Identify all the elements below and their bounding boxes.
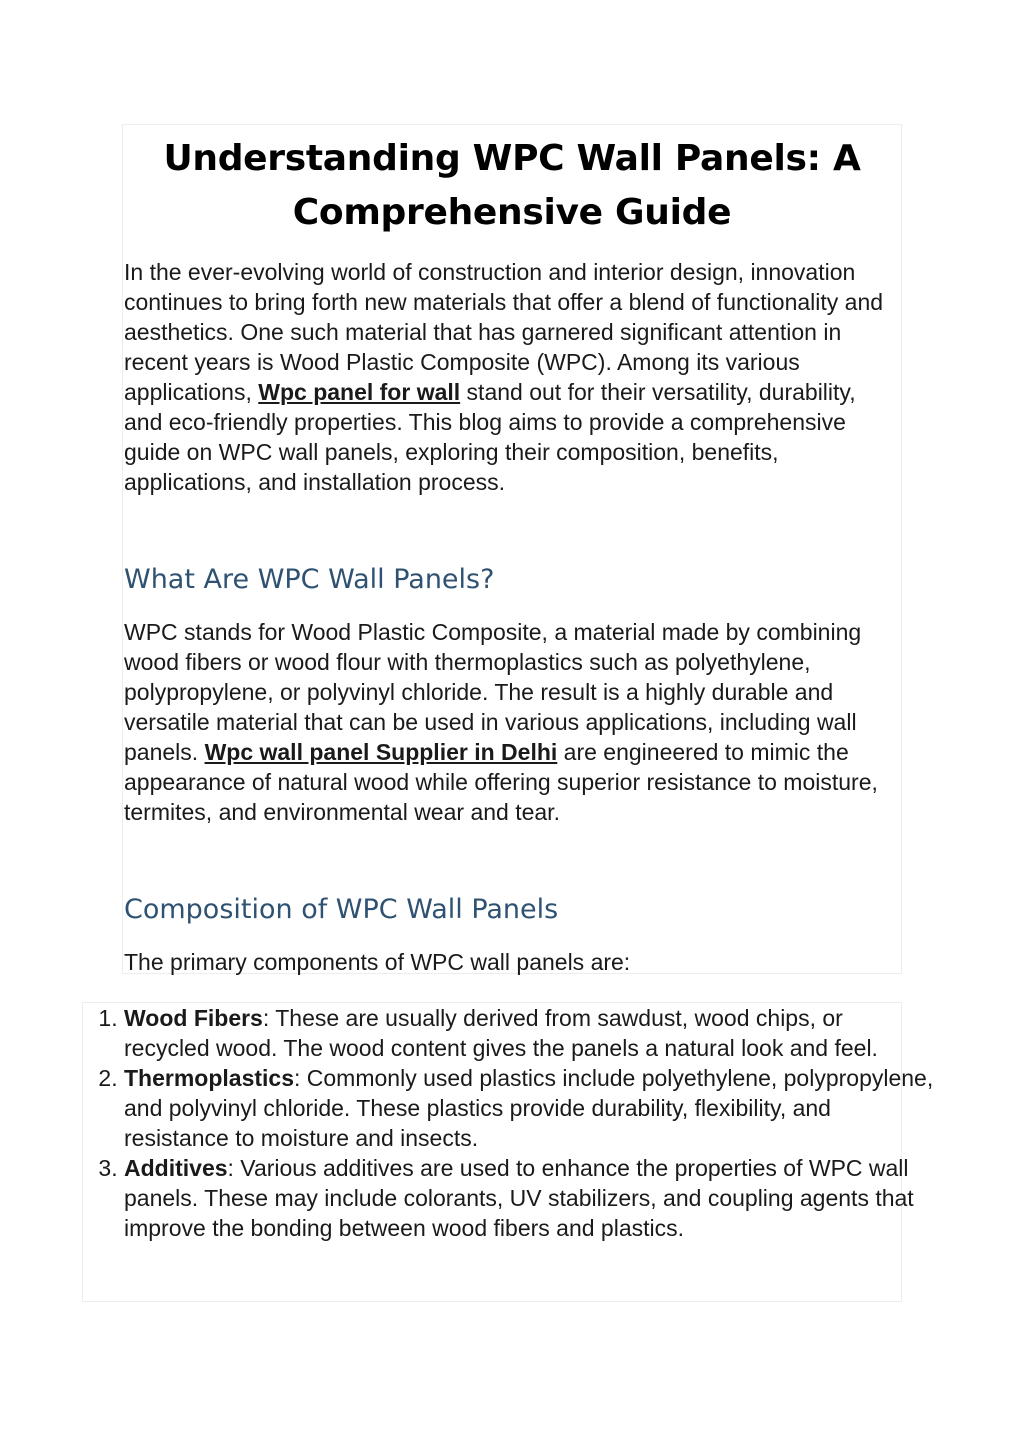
list-item-text: : These are usually derived from sawdust, wood chips, or recycled wood. The wood content gives the panels a natural look and feel. [124, 1005, 878, 1061]
list-item-term: Wood Fibers [124, 1005, 263, 1031]
wpc-panel-for-wall-link[interactable]: Wpc panel for wall [258, 379, 461, 405]
list-item [124, 1063, 934, 1153]
content-frame [122, 124, 902, 974]
list-item-term: Thermoplastics [124, 1065, 294, 1091]
what-paragraph [124, 617, 900, 827]
components-list [82, 1003, 934, 1243]
section-heading-composition: Composition of WPC Wall Panels [124, 894, 559, 925]
page-title: Understanding WPC Wall Panels: A Comprehensive Guide [163, 138, 861, 233]
section-heading-what: What Are WPC Wall Panels? [124, 564, 495, 595]
list-item-text: : Commonly used plastics include polyethylene, polypropylene, and polyvinyl chloride. These plastics provide durability, flexibility, and resistance to moisture and insects. [124, 1065, 934, 1151]
intro-text-start: In the ever-evolving world of construction and interior design, innovation continues to bring forth new materials that offer a blend of functionality and aesthetics. One such material that has garnered significant attention in recent years is Wood Plastic Composite (WPC). Among its various applications, [124, 259, 884, 405]
intro-paragraph [124, 257, 900, 497]
list-item [124, 1003, 934, 1063]
what-text-end: are engineered to mimic the appearance of natural wood while offering superior resistance to moisture, termites, and environmental wear and tear. [124, 739, 878, 825]
list-item-text: : Various additives are used to enhance the properties of WPC wall panels. These may include colorants, UV stabilizers, and coupling agents that improve the bonding between wood fibers and plastics. [124, 1155, 914, 1241]
intro-text-end: stand out for their versatility, durability, and eco-friendly properties. This blog aims to provide a comprehensive guide on WPC wall panels, exploring their composition, benefits, applications, and installation process. [124, 379, 856, 495]
composition-lead: The primary components of WPC wall panels are: [124, 949, 631, 975]
list-item-term: Additives [124, 1155, 228, 1181]
what-text-start: WPC stands for Wood Plastic Composite, a material made by combining wood fibers or wood flour with thermoplastics such as polyethylene, polypropylene, or polyvinyl chloride. The result is a highly durable and versatile material that can be used in various applications, including wall panels. [124, 619, 862, 765]
list-item [124, 1153, 934, 1243]
wpc-supplier-delhi-link[interactable]: Wpc wall panel Supplier in Delhi [204, 739, 558, 765]
